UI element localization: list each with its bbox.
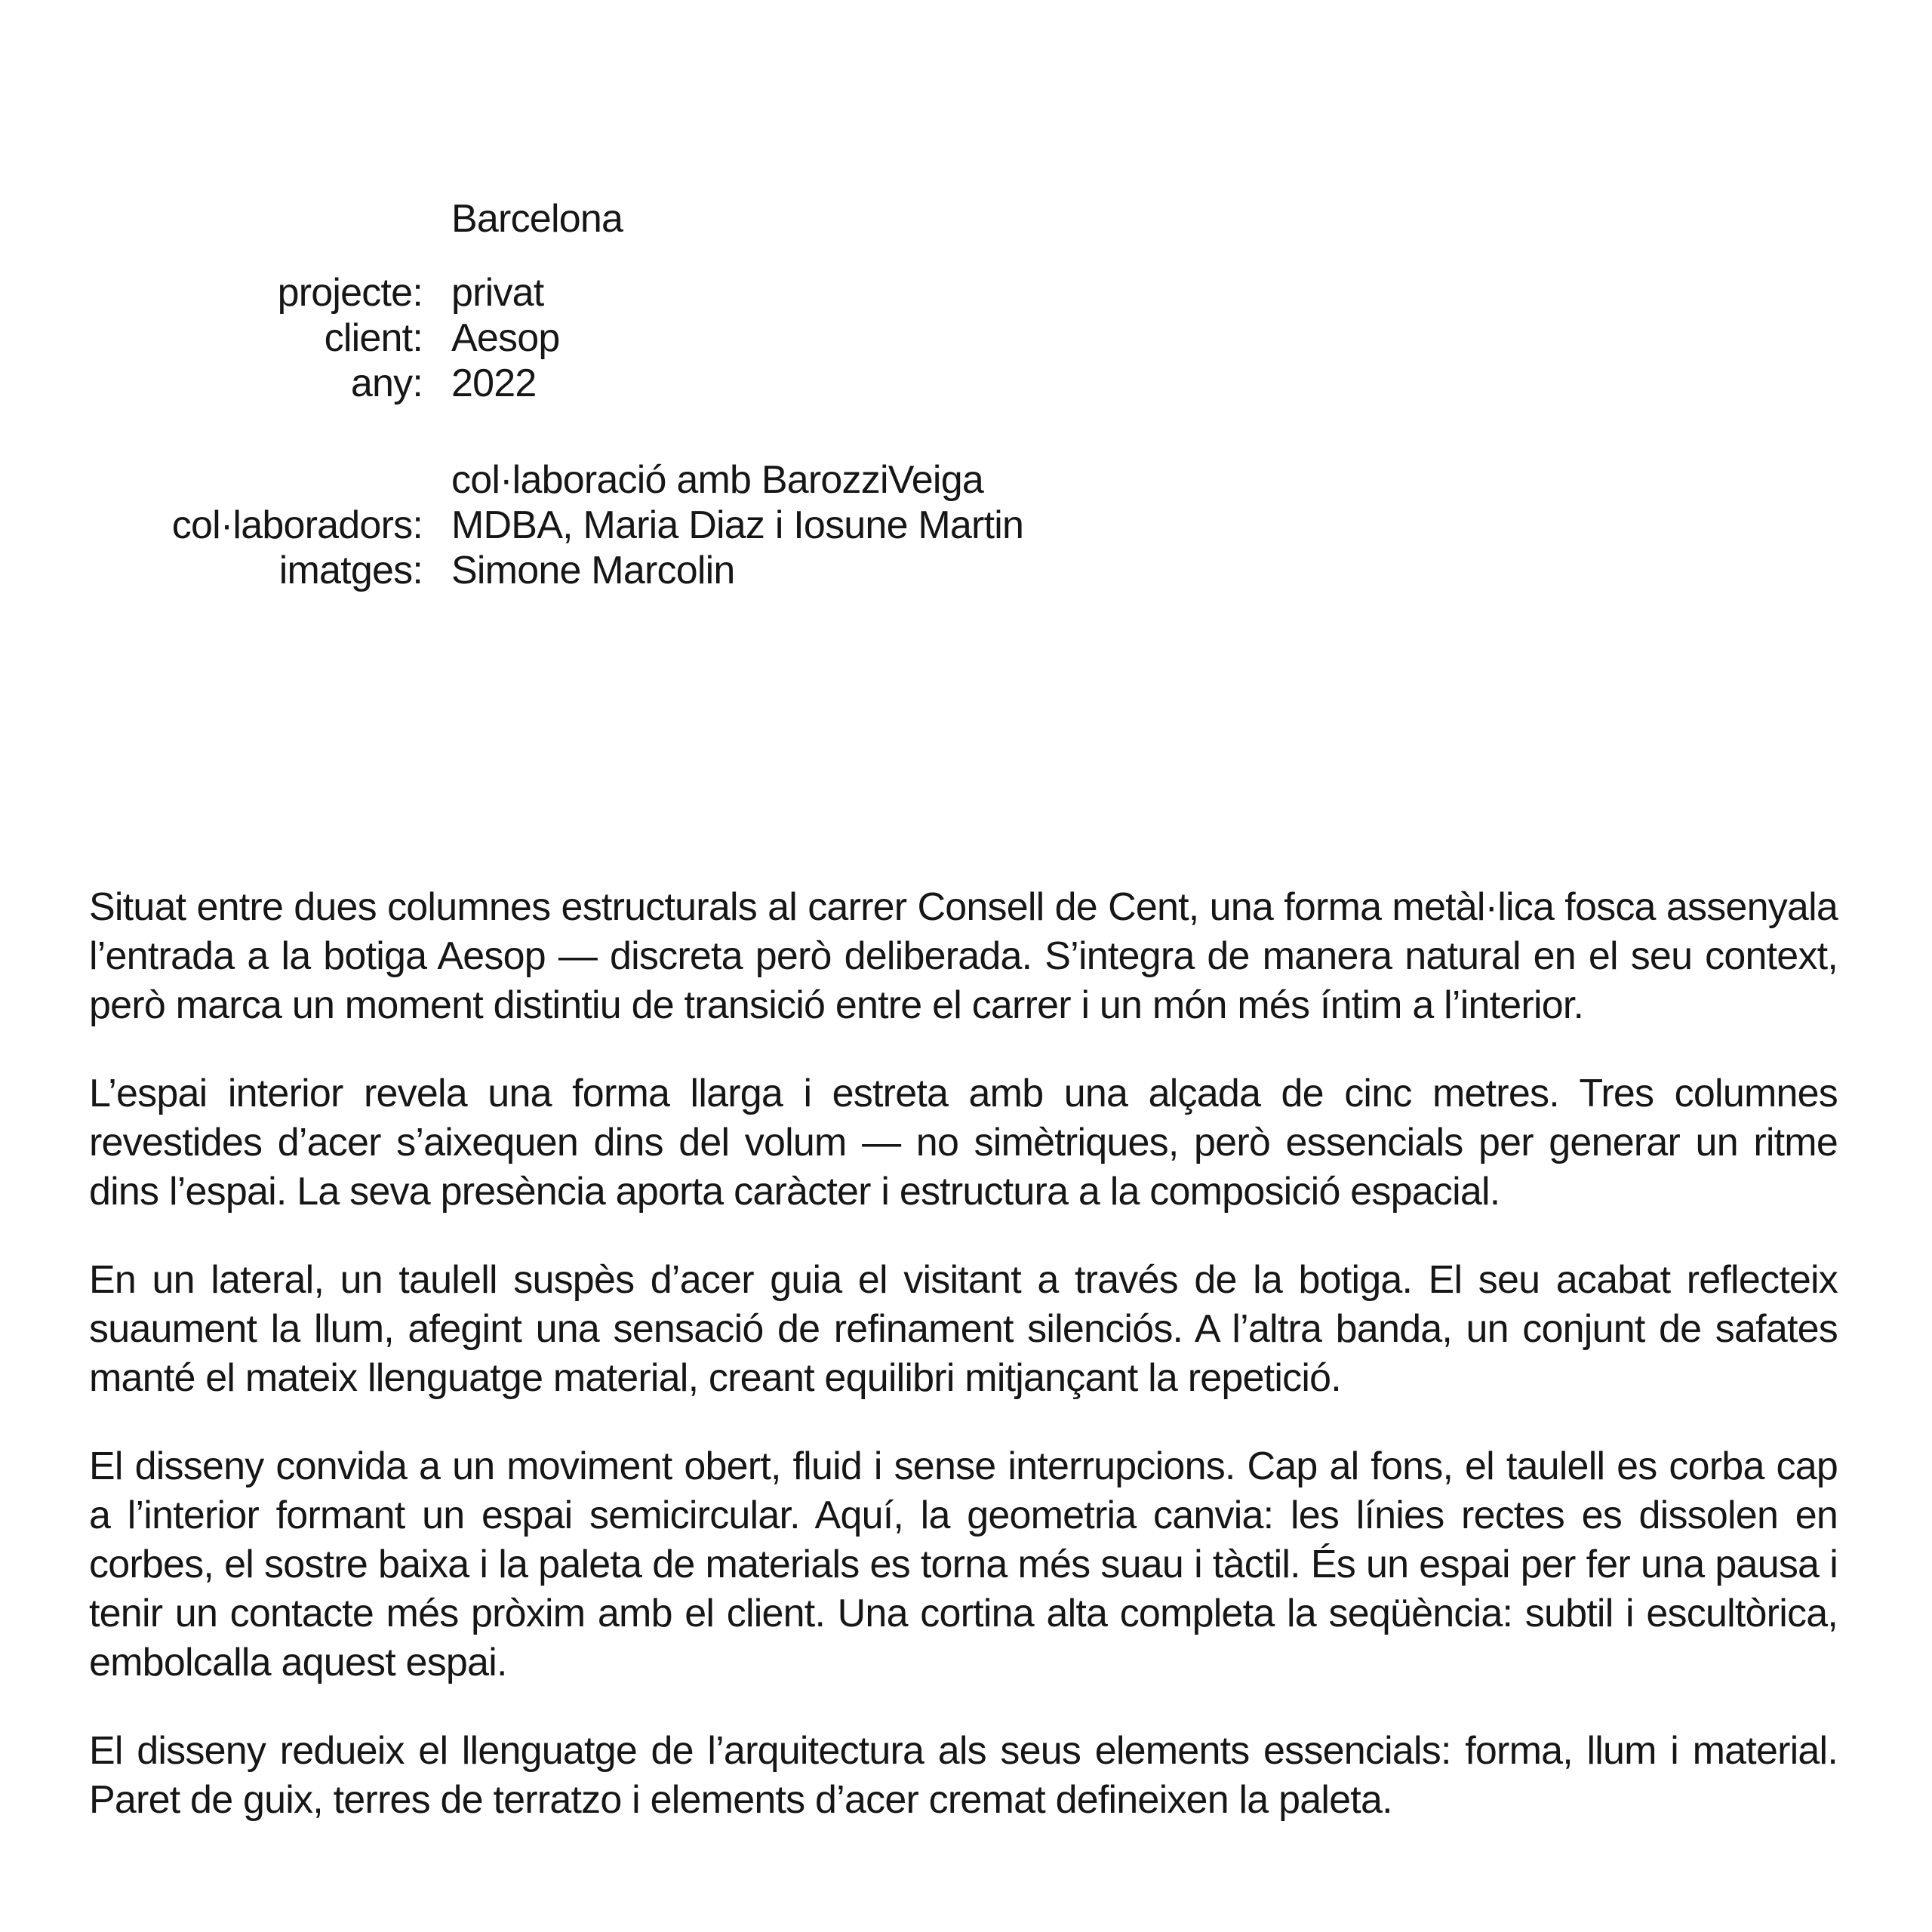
credits-spacer [0, 242, 1509, 270]
credit-value-collaboracio: col·laboració amb BarozziVeiga [451, 458, 983, 502]
project-location: Barcelona [451, 197, 623, 241]
credit-label-collab-empty [0, 457, 423, 503]
description-paragraph: En un lateral, un taulell suspès d’acer guia el visitant a través de la botiga. El seu acabat reflecteix suaument la llum, afegint una sensació de refinament silenciós. A l’altra banda, un conjunt de safates manté el mateix llenguatge material, creant equilibri mitjançant la repetició. [89, 1258, 1838, 1400]
credit-value-any: 2022 [451, 361, 537, 405]
description-paragraph: El disseny convida a un moviment obert, fluid i sense interrupcions. Cap al fons, el taulell es corba cap a l’interior formant un espai semicircular. Aquí, la geometria canvia: les línies rectes es dissolen en corbes, el sostre baixa i la paleta de materials es torna més suau i tàctil. És un espai per fer una pausa i tenir un contacte més pròxim amb el client. Una cortina alta completa la seqüència: subtil i escultòrica, embolcalla aquest espai. [89, 1444, 1838, 1684]
credit-label-projecte: projecte: [277, 271, 423, 315]
credit-label-collaboradors: col·laboradors: [171, 503, 423, 547]
description-paragraph: El disseny redueix el llenguatge de l’arquitectura als seus elements essencials: forma, llum i material. Paret de guix, terres de terratzo i elements d’acer cremat defineixen la paleta. [89, 1729, 1838, 1822]
credit-label-imatges: imatges: [278, 549, 423, 592]
project-credits [0, 196, 1509, 593]
description-paragraph: Situat entre dues columnes estructurals al carrer Consell de Cent, una forma metàl·lica fosca assenyala l’entrada a la botiga Aesop — discreta però deliberada. S’integra de manera natural en el seu context, però marca un moment distintiu de transició entre el carrer i un món més íntim a l’interior. [89, 885, 1838, 1027]
project-description [89, 883, 1838, 1825]
credit-label-any: any: [350, 361, 423, 405]
credit-value-projecte: privat [451, 271, 544, 315]
credits-spacer [0, 406, 1509, 457]
credit-value-client: Aesop [451, 316, 560, 360]
description-paragraph: L’espai interior revela una forma llarga i estreta amb una alçada de cinc metres. Tres columnes revestides d’acer s’aixequen dins del volum — no simètriques, però essencials per generar un ritme dins l’espai. La seva presència aporta caràcter i estructura a la composició espacial. [89, 1072, 1838, 1214]
credit-label-client: client: [324, 316, 423, 360]
credit-value-imatges: Simone Marcolin [451, 549, 735, 592]
credit-value-collaboradors: MDBA, Maria Diaz i Iosune Martin [451, 503, 1024, 547]
credit-label-empty [0, 196, 423, 242]
